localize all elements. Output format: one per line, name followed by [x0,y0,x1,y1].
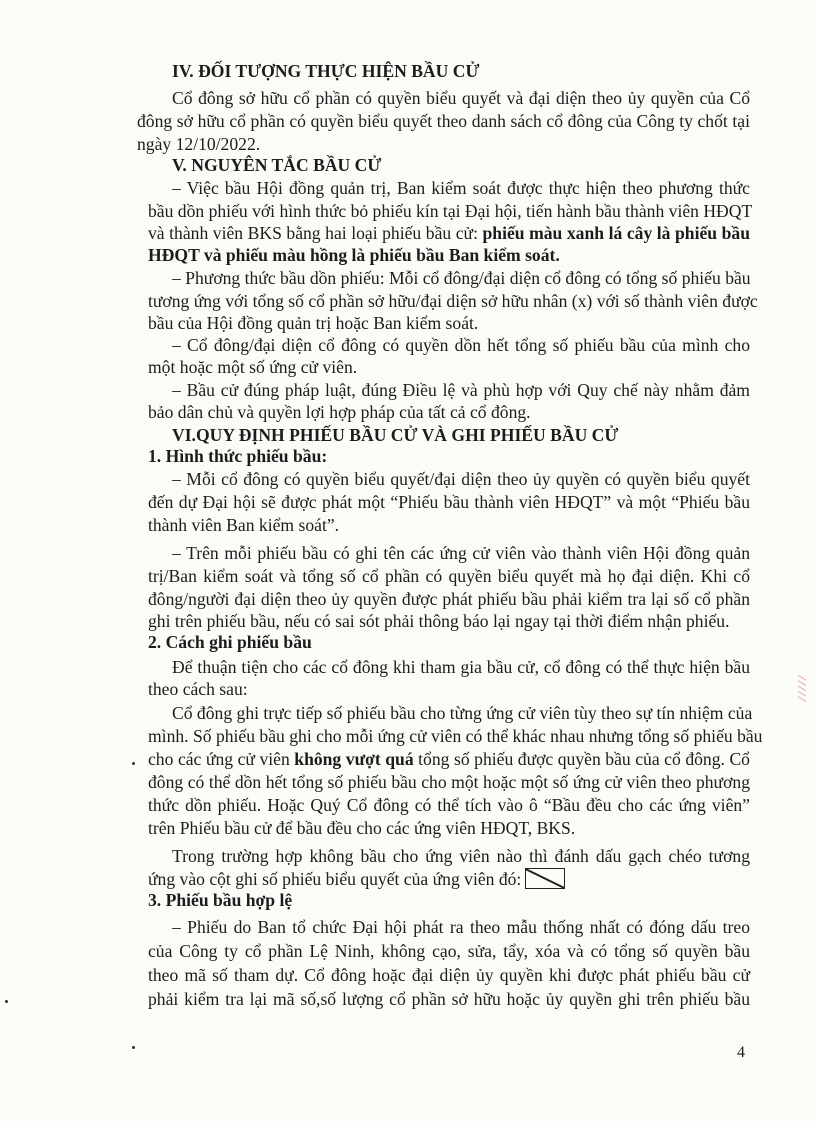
scan-speck [5,1000,8,1003]
margin-annotation-mark: ⁄ ⁄ ⁄ ⁄ ⁄ [796,676,809,700]
section-heading-v: V. NGUYÊN TẮC BẦU CỬ [172,155,382,175]
paragraph-line: bảo dân chủ và quyền lợi hợp pháp của tất cả cổ đông. [148,402,531,422]
section-heading-vi: VI.QUY ĐỊNH PHIẾU BẦU CỬ VÀ GHI PHIẾU BẦU CỬ [172,425,619,445]
paragraph-line: ghi trên phiếu bầu, nếu có sai sót phải thông báo lại ngay tại thời điểm nhận phiếu. [148,611,730,631]
paragraph-line: đến dự Đại hội sẽ được phát một “Phiếu bầu thành viên HĐQT” và một “Phiếu bầu [148,492,750,512]
paragraph-line: theo cách sau: [148,679,248,699]
paragraph-line: – Phiếu do Ban tổ chức Đại hội phát ra theo mẫu thống nhất có đóng dấu treo [172,917,750,937]
paragraph-line: – Việc bầu Hội đồng quản trị, Ban kiểm soát được thực hiện theo phương thức [172,178,750,198]
paragraph-line: thức dồn phiếu. Hoặc Quý Cổ đông có thể tích vào ô “Bầu đều cho các ứng viên” [148,795,750,815]
scan-speck [132,1046,135,1049]
page-number: 4 [737,1044,745,1061]
paragraph-line: – Bầu cử đúng pháp luật, đúng Điều lệ và phù hợp với Quy chế này nhằm đảm [172,380,750,400]
paragraph-line: của Công ty cổ phần Lệ Ninh, không cạo, sửa, tẩy, xóa và có tổng số quyền bầu [148,941,750,961]
emphasis-text: phiếu màu xanh lá cây là phiếu bầu [482,223,750,243]
paragraph-line: Trong trường hợp không bầu cho ứng viên nào thì đánh dấu gạch chéo tương [172,846,750,866]
subsection-heading-3: 3. Phiếu bầu hợp lệ [148,890,293,910]
paragraph-line: mình. Số phiếu bầu ghi cho mỗi ứng cử viên có thể khác nhau nhưng tổng số phiếu bầu [148,726,763,746]
paragraph-line: Cổ đông sở hữu cổ phần có quyền biểu quyết và đại diện theo ủy quyền của Cổ [172,88,750,108]
section-heading-iv: IV. ĐỐI TƯỢNG THỰC HIỆN BẦU CỬ [172,61,480,81]
paragraph-line: đông có thể dồn hết tổng số phiếu bầu cho một hoặc một số ứng cử viên theo phương [148,772,750,792]
paragraph-line: Để thuận tiện cho các cổ đông khi tham gia bầu cử, cổ đông có thể thực hiện bầu [172,657,750,677]
paragraph-line: ngày 12/10/2022. [137,134,261,154]
paragraph-text: và thành viên BKS bằng hai loại phiếu bầu cử: [148,223,483,243]
paragraph-line: – Trên mỗi phiếu bầu có ghi tên các ứng cử viên vào thành viên Hội đồng quản [172,543,750,563]
scan-speck [132,762,135,765]
paragraph-line: đông/người đại diện theo ủy quyền được phát phiếu bầu phải kiểm tra lại số cổ phần [148,589,750,609]
paragraph-line: theo mã số tham dự. Cổ đông hoặc đại diện ủy quyền khi được phát phiếu bầu cử [148,965,750,985]
subsection-heading-2: 2. Cách ghi phiếu bầu [148,632,312,652]
paragraph-line-bold: HĐQT và phiếu màu hồng là phiếu bầu Ban kiểm soát. [148,245,560,265]
paragraph-line: – Phương thức bầu dồn phiếu: Mỗi cổ đông/đại diện cổ đông có tổng số phiếu bầu [172,268,751,288]
paragraph-line [148,748,750,770]
paragraph-line: thành viên Ban kiểm soát”. [148,515,340,535]
paragraph-text: cho các ứng cử viên [148,749,295,769]
paragraph-line: – Mỗi cổ đông có quyền biểu quyết/đại diện theo ủy quyền có quyền biểu quyết [172,469,750,489]
paragraph-text: tổng số phiếu được quyền bầu của cổ đông. Cổ [413,749,750,769]
paragraph-text: ứng vào cột ghi số phiếu biểu quyết của ứng viên đó: [148,869,522,889]
paragraph-line: trên Phiếu bầu cử để bầu đều cho các ứng viên HĐQT, BKS. [148,818,576,838]
paragraph-line [148,868,565,890]
paragraph-line: bầu dồn phiếu với hình thức bỏ phiếu kín tại Đại hội, tiến hành bầu thành viên HĐQT [148,201,753,221]
paragraph-line: tương ứng với tổng số cổ phần sở hữu/đại diện sở hữu nhân (x) với số thành viên được [148,291,758,311]
crossed-box-icon [525,868,565,889]
paragraph-line: đông sở hữu cổ phần có quyền biểu quyết theo danh sách cổ đông của Công ty chốt tại [137,111,750,131]
paragraph-line: Cổ đông ghi trực tiếp số phiếu bầu cho từng ứng cử viên tùy theo sự tín nhiệm của [172,703,753,723]
subsection-heading-1: 1. Hình thức phiếu bầu: [148,446,328,466]
paragraph-line: một hoặc một số ứng cử viên. [148,357,358,377]
paragraph-line: – Cổ đông/đại diện cổ đông có quyền dồn hết tổng số phiếu bầu của mình cho [172,335,750,355]
emphasis-text: không vượt quá [294,749,414,769]
paragraph-line: trị/Ban kiểm soát và tổng số cổ phần có quyền biểu quyết mà họ đại diện. Khi cổ [148,566,750,586]
paragraph-line [148,222,750,244]
paragraph-line: bầu của Hội đồng quản trị hoặc Ban kiểm soát. [148,313,479,333]
paragraph-line: phải kiểm tra lại mã số,số lượng cổ phần sở hữu hoặc ủy quyền ghi trên phiếu bầu [148,989,750,1009]
